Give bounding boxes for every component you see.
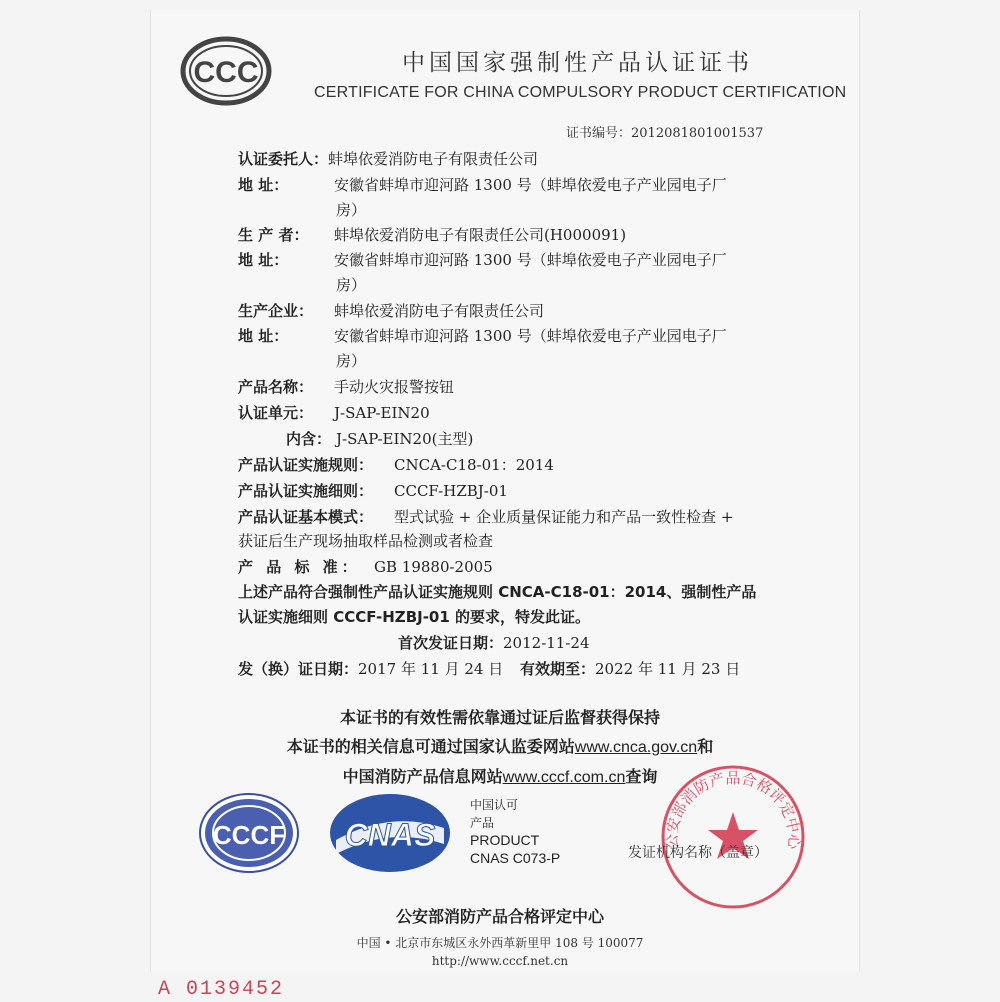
manufacturer-label: 生 产 者： — [238, 226, 309, 244]
unit-label: 认证单元： — [238, 404, 314, 422]
cnas-label-product-cn: 产品 — [470, 816, 495, 830]
notice-line3 — [0, 764, 1000, 787]
cccf-link[interactable]: www.cccf.com.cn — [502, 769, 626, 786]
cnas-logo — [328, 792, 452, 874]
ccc-logo — [180, 36, 272, 106]
mode-row — [238, 506, 733, 527]
address3-row — [238, 325, 727, 346]
title-en: CERTIFICATE FOR CHINA COMPULSORY PRODUCT CERTIFICATION — [314, 84, 847, 101]
unit-value: J-SAP-EIN20 — [334, 404, 430, 422]
cnas-label-code: CNAS C073-P — [470, 850, 561, 866]
address3-value: 安徽省蚌埠市迎河路 1300 号（蚌埠依爱电子产业园电子厂 — [334, 327, 727, 345]
cccf-logo — [198, 792, 300, 874]
title-cn: 中国国家强制性产品认证证书 — [402, 50, 753, 76]
mode-value: 型式试验 + 企业质量保证能力和产品一致性检查 + — [394, 508, 734, 526]
contains-label: 内含： — [286, 430, 332, 448]
cnas-label-cn: 中国认可 — [470, 798, 519, 812]
issue-date-label: 发（换）证日期： — [238, 660, 359, 678]
address2-value: 安徽省蚌埠市迎河路 1300 号（蚌埠依爱电子产业园电子厂 — [334, 251, 727, 269]
address1-cont: 房） — [336, 201, 367, 219]
notice-line1: 本证书的有效性需依靠通过证后监督获得保持 — [339, 708, 660, 727]
product-row — [238, 376, 454, 397]
notice-line2-text: 本证书的相关信息可通过国家认监委网站 — [286, 737, 575, 756]
address2-row — [238, 249, 727, 270]
issue-date-row — [238, 658, 740, 679]
footer-org: 公安部消防产品合格评定中心 — [395, 907, 604, 926]
seal-caption: 发证机构名称（盖章） — [628, 845, 768, 861]
applicant-value: 蚌埠依爱消防电子有限责任公司 — [328, 150, 539, 168]
standard-value: GB 19880-2005 — [374, 558, 493, 576]
standard-row — [238, 556, 493, 577]
notice-line3-text: 中国消防产品信息网站 — [342, 767, 503, 786]
applicant-row — [238, 148, 538, 169]
valid-date-label: 有效期至： — [520, 660, 596, 678]
cnas-label-product: PRODUCT — [470, 832, 540, 848]
first-date-label: 首次发证日期： — [398, 634, 504, 652]
issue-date-value: 2017 年 11 月 24 日 — [358, 660, 504, 678]
factory-value: 蚌埠依爱消防电子有限责任公司 — [334, 302, 545, 320]
mode-cont: 获证后生产现场抽取样品检测或者检查 — [238, 532, 494, 550]
factory-label: 生产企业： — [238, 302, 314, 320]
applicant-label: 认证委托人： — [238, 150, 329, 168]
certificate-number: 证书编号：2012081801001537 — [566, 126, 764, 141]
detail-label: 产品认证实施细则： — [238, 482, 374, 500]
detail-value: CCCF-HZBJ-01 — [394, 482, 508, 500]
address3-cont: 房） — [336, 352, 367, 370]
rule-value: CNCA-C18-01：2014 — [394, 456, 554, 474]
cnca-link[interactable]: www.cnca.gov.cn — [574, 739, 698, 756]
factory-row — [238, 300, 544, 321]
official-seal — [658, 762, 808, 912]
cnas-logo-text: CNAS — [344, 817, 436, 853]
notice-line2-post: 和 — [697, 737, 714, 756]
address2-label: 地 址： — [238, 251, 289, 269]
statement-line1: 上述产品符合强制性产品认证实施规则 CNCA-C18-01：2014、强制性产品 — [238, 583, 757, 601]
rule-row — [238, 454, 554, 475]
ccc-logo-text: CCC — [193, 56, 259, 89]
address1-row — [238, 174, 727, 195]
address1-label: 地 址： — [238, 176, 289, 194]
address3-label: 地 址： — [238, 327, 289, 345]
product-value: 手动火灾报警按钮 — [334, 378, 455, 396]
first-date-row — [398, 632, 590, 653]
address1-value: 安徽省蚌埠市迎河路 1300 号（蚌埠依爱电子产业园电子厂 — [334, 176, 727, 194]
contains-value: J-SAP-EIN20(主型) — [336, 430, 474, 448]
footer-address: 中国 • 北京市东城区永外西革新里甲 108 号 100077 — [356, 936, 644, 950]
first-date-value: 2012-11-24 — [503, 634, 590, 652]
unit-row — [238, 402, 430, 423]
footer-website: http://www.cccf.net.cn — [431, 954, 569, 968]
rule-label: 产品认证实施规则： — [238, 456, 374, 474]
cccf-logo-text: CCCF — [212, 820, 286, 850]
statement-line2: 认证实施细则 CCCF-HZBJ-01 的要求，特发此证。 — [238, 608, 591, 626]
standard-label: 产 品 标 准： — [238, 558, 361, 576]
detail-row — [238, 480, 508, 501]
mode-label: 产品认证基本模式： — [238, 508, 374, 526]
contains-row — [286, 428, 473, 449]
seal-text: 公安部消防产品合格评定中心 — [662, 768, 804, 850]
valid-date-value: 2022 年 11 月 23 日 — [595, 660, 741, 678]
address2-cont: 房） — [336, 276, 367, 294]
serial-number: A 0139452 — [158, 978, 285, 1001]
manufacturer-value: 蚌埠依爱消防电子有限责任公司(H000091) — [334, 226, 627, 244]
product-label: 产品名称： — [238, 378, 314, 396]
notice-line2 — [0, 734, 1000, 757]
manufacturer-row — [238, 224, 626, 245]
notice-line3-post: 查询 — [625, 767, 658, 786]
